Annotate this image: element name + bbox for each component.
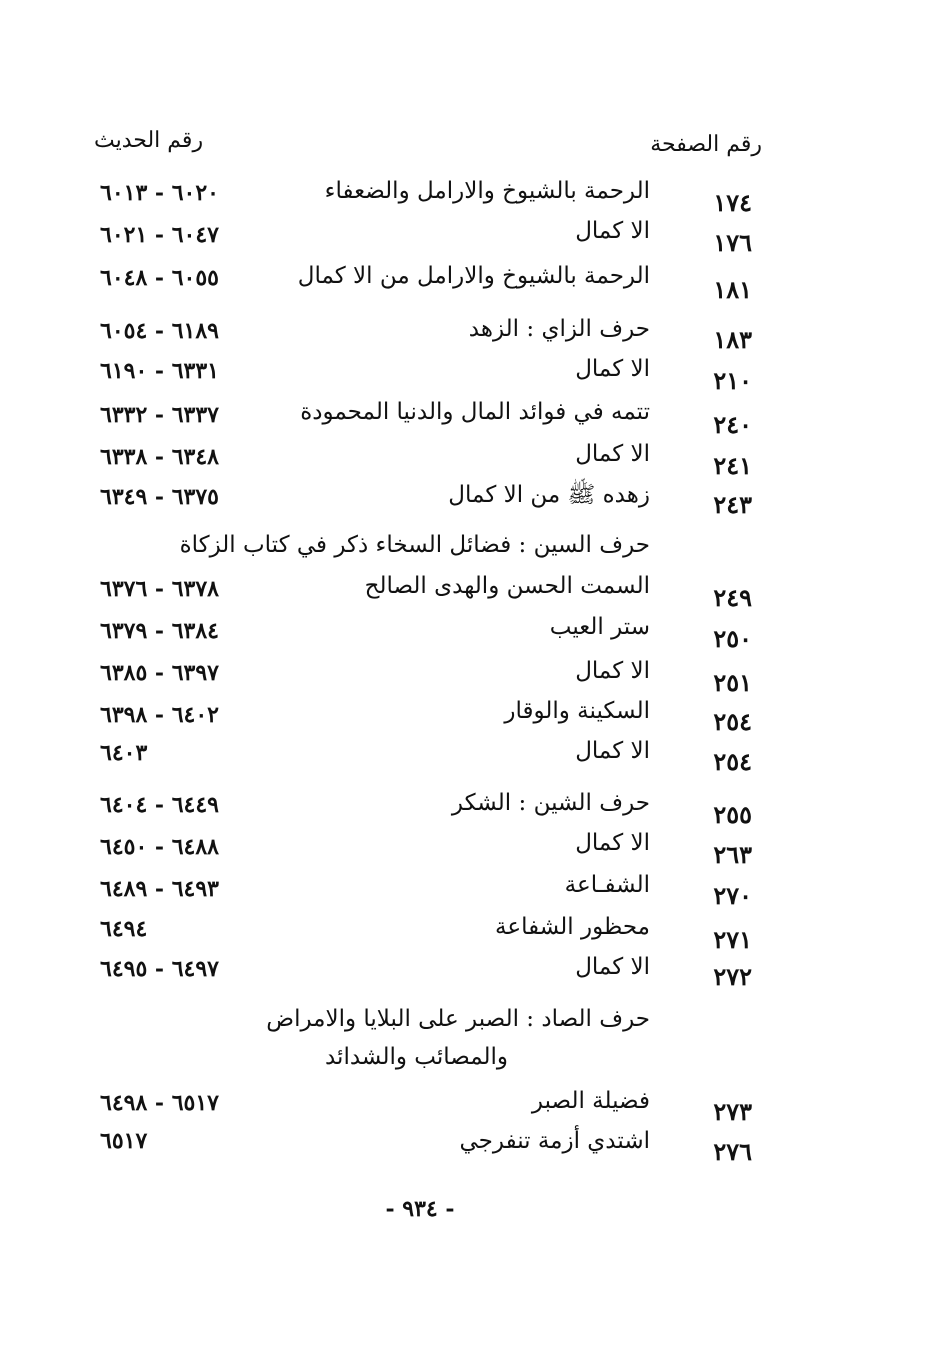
row-title: الرحمة بالشيوخ والارامل من الا كمال bbox=[297, 263, 650, 289]
row-title: الا كمال bbox=[575, 658, 650, 684]
row-hadith-range: ٦٣٨٤ - ٦٣٧٩ bbox=[100, 618, 219, 644]
row-title: الا كمال bbox=[575, 356, 650, 382]
row-title: الا كمال bbox=[575, 954, 650, 980]
row-hadith-range: ٦٤٠٢ - ٦٣٩٨ bbox=[100, 702, 219, 728]
row-page-number: ٢٦٣ bbox=[713, 840, 752, 869]
row-hadith-range: ٦٣٣٧ - ٦٣٣٢ bbox=[100, 402, 219, 428]
row-title: السكينة والوقار bbox=[504, 698, 650, 724]
row-title: الا كمال bbox=[575, 830, 650, 856]
row-title: حرف الزاي : الزهد bbox=[468, 316, 650, 342]
page-number-column-header: رقم الصفحة bbox=[650, 132, 762, 157]
row-hadith-range: ٦٠٢٠ - ٦٠١٣ bbox=[100, 180, 219, 206]
page-footer-number: - ٩٣٤ - bbox=[385, 1196, 455, 1222]
row-page-number: ٢٧٣ bbox=[713, 1097, 752, 1126]
row-page-number: ٢٤٠ bbox=[713, 410, 752, 439]
hadith-number-column-header: رقم الحديث bbox=[94, 128, 204, 153]
row-hadith-range: ٦٤٩٤ bbox=[100, 916, 148, 942]
row-hadith-range: ٦٣٧٨ - ٦٣٧٦ bbox=[100, 576, 219, 602]
row-page-number: ١٨٣ bbox=[713, 325, 752, 354]
row-hadith-range: ٦١٨٩ - ٦٠٥٤ bbox=[100, 318, 219, 344]
row-hadith-range: ٦٤٠٣ bbox=[100, 740, 148, 766]
row-page-number: ٢٧١ bbox=[713, 925, 752, 954]
row-page-number: ٢٥٥ bbox=[713, 800, 752, 829]
row-title: تتمه في فوائد المال والدنيا المحمودة bbox=[300, 399, 650, 425]
row-page-number: ٢١٠ bbox=[713, 366, 752, 395]
row-page-number: ٢٤٩ bbox=[713, 583, 752, 612]
row-page-number: ٢٥٤ bbox=[713, 747, 752, 776]
row-page-number: ١٧٤ bbox=[713, 188, 752, 217]
row-title: زهده ﷺ من الا كمال bbox=[448, 482, 650, 508]
row-title: ستر العيب bbox=[549, 614, 650, 640]
row-hadith-range: ٦٣٤٨ - ٦٣٣٨ bbox=[100, 444, 219, 470]
row-hadith-range: ٦٣٩٧ - ٦٣٨٥ bbox=[100, 660, 219, 686]
row-title: الشفـاعة bbox=[564, 872, 650, 898]
row-title: الا كمال bbox=[575, 218, 650, 244]
row-hadith-range: ٦٠٤٧ - ٦٠٢١ bbox=[100, 222, 219, 248]
row-hadith-range: ٦٤٨٨ - ٦٤٥٠ bbox=[100, 834, 219, 860]
row-hadith-range: ٦٤٩٧ - ٦٤٩٥ bbox=[100, 956, 219, 982]
row-title: فضيلة الصبر bbox=[531, 1088, 650, 1114]
row-title: السمت الحسن والهدى الصالح bbox=[364, 573, 650, 599]
row-page-number: ٢٧٦ bbox=[713, 1137, 752, 1166]
row-hadith-range: ٦٤٤٩ - ٦٤٠٤ bbox=[100, 792, 219, 818]
row-page-number: ٢٥١ bbox=[713, 668, 752, 697]
row-hadith-range: ٦٣٧٥ - ٦٣٤٩ bbox=[100, 484, 219, 510]
row-title: حرف الشين : الشكر bbox=[451, 790, 650, 816]
row-title: محظور الشفاعة bbox=[495, 914, 650, 940]
row-page-number: ٢٤٣ bbox=[713, 490, 752, 519]
row-page-number: ٢٥٠ bbox=[713, 624, 752, 653]
row-title: اشتدي أزمة تنفرجي bbox=[459, 1128, 650, 1154]
row-hadith-range: ٦٥١٧ - ٦٤٩٨ bbox=[100, 1090, 219, 1116]
row-hadith-range: ٦٠٥٥ - ٦٠٤٨ bbox=[100, 265, 219, 291]
row-title: الا كمال bbox=[575, 441, 650, 467]
row-page-number: ١٨١ bbox=[713, 275, 752, 304]
row-hadith-range: ٦٤٩٣ - ٦٤٨٩ bbox=[100, 876, 219, 902]
section-heading-sad-continuation: والمصائب والشدائد bbox=[324, 1044, 508, 1070]
row-title: الرحمة بالشيوخ والارامل والضعفاء bbox=[324, 178, 650, 204]
row-page-number: ٢٥٤ bbox=[713, 707, 752, 736]
row-hadith-range: ٦٣٣١ - ٦١٩٠ bbox=[100, 358, 219, 384]
row-title: الا كمال bbox=[575, 738, 650, 764]
section-heading-sin: حرف السين : فضائل السخاء ذكر في كتاب الزكاة bbox=[179, 532, 650, 558]
row-page-number: ١٧٦ bbox=[713, 228, 752, 257]
row-page-number: ٢٧٢ bbox=[713, 962, 752, 991]
row-page-number: ٢٤١ bbox=[713, 451, 752, 480]
row-page-number: ٢٧٠ bbox=[713, 881, 752, 910]
row-hadith-range: ٦٥١٧ bbox=[100, 1128, 148, 1154]
section-heading-sad: حرف الصاد : الصبر على البلايا والامراض bbox=[266, 1006, 650, 1032]
